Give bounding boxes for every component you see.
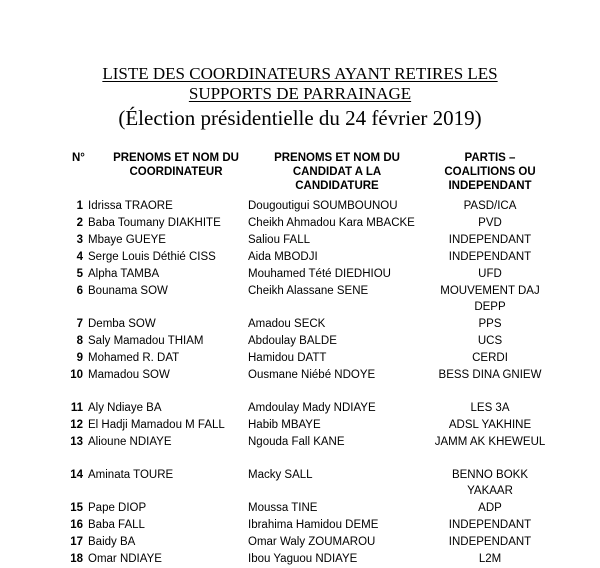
row-number: 5 — [76, 268, 83, 280]
row-number: 7 — [76, 318, 83, 330]
party-name: UCS — [477, 335, 503, 347]
row-number: 3 — [76, 234, 83, 246]
table-row — [66, 198, 546, 215]
party-name: ADSL YAKHINE — [448, 419, 532, 431]
candidate-name: Ousmane Niébé NDOYE — [248, 369, 376, 381]
candidate-name: Macky SALL — [248, 469, 313, 481]
table-row — [66, 249, 546, 266]
coordinator-name: Saly Mamadou THIAM — [88, 335, 204, 347]
table-row — [66, 333, 546, 350]
coordinator-name: Pape DIOP — [88, 502, 147, 514]
party-name: PASD/ICA — [463, 200, 517, 212]
coordinator-name: Alpha TAMBA — [88, 268, 160, 280]
table-row — [66, 316, 546, 333]
candidate-name: Cheikh Ahmadou Kara MBACKE — [248, 217, 415, 229]
candidate-name: Moussa TINE — [248, 502, 318, 514]
candidate-name: Ngouda Fall KANE — [248, 436, 345, 448]
party-name: BENNO BOKK YAKAAR — [451, 469, 529, 497]
coordinator-name: Baidy BA — [88, 536, 136, 548]
table-row — [66, 434, 546, 467]
coordinator-name: Idrissa TRAORE — [88, 200, 173, 212]
candidate-name: Ibou Yaguou NDIAYE — [248, 553, 358, 565]
party-name: INDEPENDANT — [448, 251, 532, 263]
party-name: ADP — [478, 502, 502, 514]
row-number: 14 — [70, 469, 83, 481]
candidate-name: Ibrahima Hamidou DEME — [248, 519, 379, 531]
party-name: INDEPENDANT — [448, 519, 532, 531]
party-name: L2M — [478, 553, 502, 565]
party-name: JAMM AK KHEWEUL — [434, 436, 546, 448]
party-name: BESS DINA GNIEW — [438, 369, 542, 381]
row-number: 8 — [76, 335, 83, 347]
document-title-block — [0, 64, 600, 131]
table-row — [66, 534, 546, 551]
party-name: INDEPENDANT — [448, 536, 532, 548]
table-row — [66, 367, 546, 400]
coordinator-name: Demba SOW — [88, 318, 156, 330]
candidate-name: Omar Waly ZOUMAROU — [248, 536, 376, 548]
row-number: 9 — [76, 352, 83, 364]
header-coordinator: PRENOMS ET NOM DU COORDINATEUR — [113, 152, 239, 178]
candidate-name: Cheikh Alassane SENE — [248, 285, 369, 297]
candidate-name: Amadou SECK — [248, 318, 326, 330]
coordinator-name: Aminata TOURE — [88, 469, 174, 481]
coordinator-name: Baba Toumany DIAKHITE — [88, 217, 221, 229]
row-number: 2 — [76, 217, 83, 229]
table-row — [66, 400, 546, 417]
candidate-name: Habib MBAYE — [248, 419, 321, 431]
coordinator-name: Mbaye GUEYE — [88, 234, 166, 246]
row-number: 13 — [70, 436, 83, 448]
row-number: 17 — [70, 536, 83, 548]
coordinator-name: Omar NDIAYE — [88, 553, 162, 565]
party-name: CERDI — [472, 352, 508, 364]
document-title-line-1: LISTE DES COORDINATEURS AYANT RETIRES LES — [102, 64, 498, 83]
table-row — [66, 283, 546, 316]
header-number: N° — [72, 152, 85, 164]
coordinator-name: Mamadou SOW — [88, 369, 170, 381]
row-number: 1 — [76, 200, 83, 212]
row-number: 15 — [70, 502, 83, 514]
coordinator-name: Baba FALL — [88, 519, 145, 531]
candidate-name: Mouhamed Tété DIEDHIOU — [248, 268, 391, 280]
table-row — [66, 266, 546, 283]
row-number: 10 — [70, 369, 83, 381]
header-candidate: PRENOMS ET NOM DU CANDIDAT A LA CANDIDATURE — [274, 152, 400, 192]
table-row — [66, 215, 546, 232]
row-number: 12 — [70, 419, 83, 431]
row-number: 6 — [76, 285, 83, 297]
party-name: PPS — [478, 318, 502, 330]
candidate-name: Abdoulay BALDE — [248, 335, 337, 347]
coordinator-name: Alioune NDIAYE — [88, 436, 172, 448]
table-header — [66, 151, 546, 198]
candidate-name: Saliou FALL — [248, 234, 311, 246]
table-row — [66, 417, 546, 434]
table-row — [66, 232, 546, 249]
document-title-line-2: SUPPORTS DE PARRAINAGE — [188, 84, 412, 103]
party-name: UFD — [478, 268, 502, 280]
document-subtitle: (Élection présidentielle du 24 février 2019) — [118, 106, 482, 130]
row-number: 11 — [70, 402, 83, 414]
party-name: MOUVEMENT DAJ DEPP — [440, 285, 540, 313]
table-row — [66, 500, 546, 517]
table-row — [66, 350, 546, 367]
coordinator-name: Mohamed R. DAT — [88, 352, 180, 364]
row-number: 4 — [76, 251, 83, 263]
row-number: 18 — [70, 553, 83, 565]
candidate-name: Aida MBODJI — [248, 251, 318, 263]
candidate-name: Hamidou DATT — [248, 352, 327, 364]
table-row — [66, 551, 546, 568]
party-name: INDEPENDANT — [448, 234, 532, 246]
table-row — [66, 517, 546, 534]
row-number: 16 — [70, 519, 83, 531]
coordinators-table — [66, 151, 546, 568]
coordinator-name: Aly Ndiaye BA — [88, 402, 162, 414]
party-name: PVD — [478, 217, 502, 229]
candidate-name: Dougoutigui SOUMBOUNOU — [248, 200, 398, 212]
table-row — [66, 467, 546, 500]
coordinator-name: Serge Louis Déthié CISS — [88, 251, 216, 263]
candidate-name: Amdoulay Mady NDIAYE — [248, 402, 376, 414]
party-name: LES 3A — [470, 402, 510, 414]
coordinator-name: El Hadji Mamadou M FALL — [88, 419, 225, 431]
coordinator-name: Bounama SOW — [88, 285, 168, 297]
header-party: PARTIS – COALITIONS OU INDEPENDANT — [444, 152, 536, 192]
